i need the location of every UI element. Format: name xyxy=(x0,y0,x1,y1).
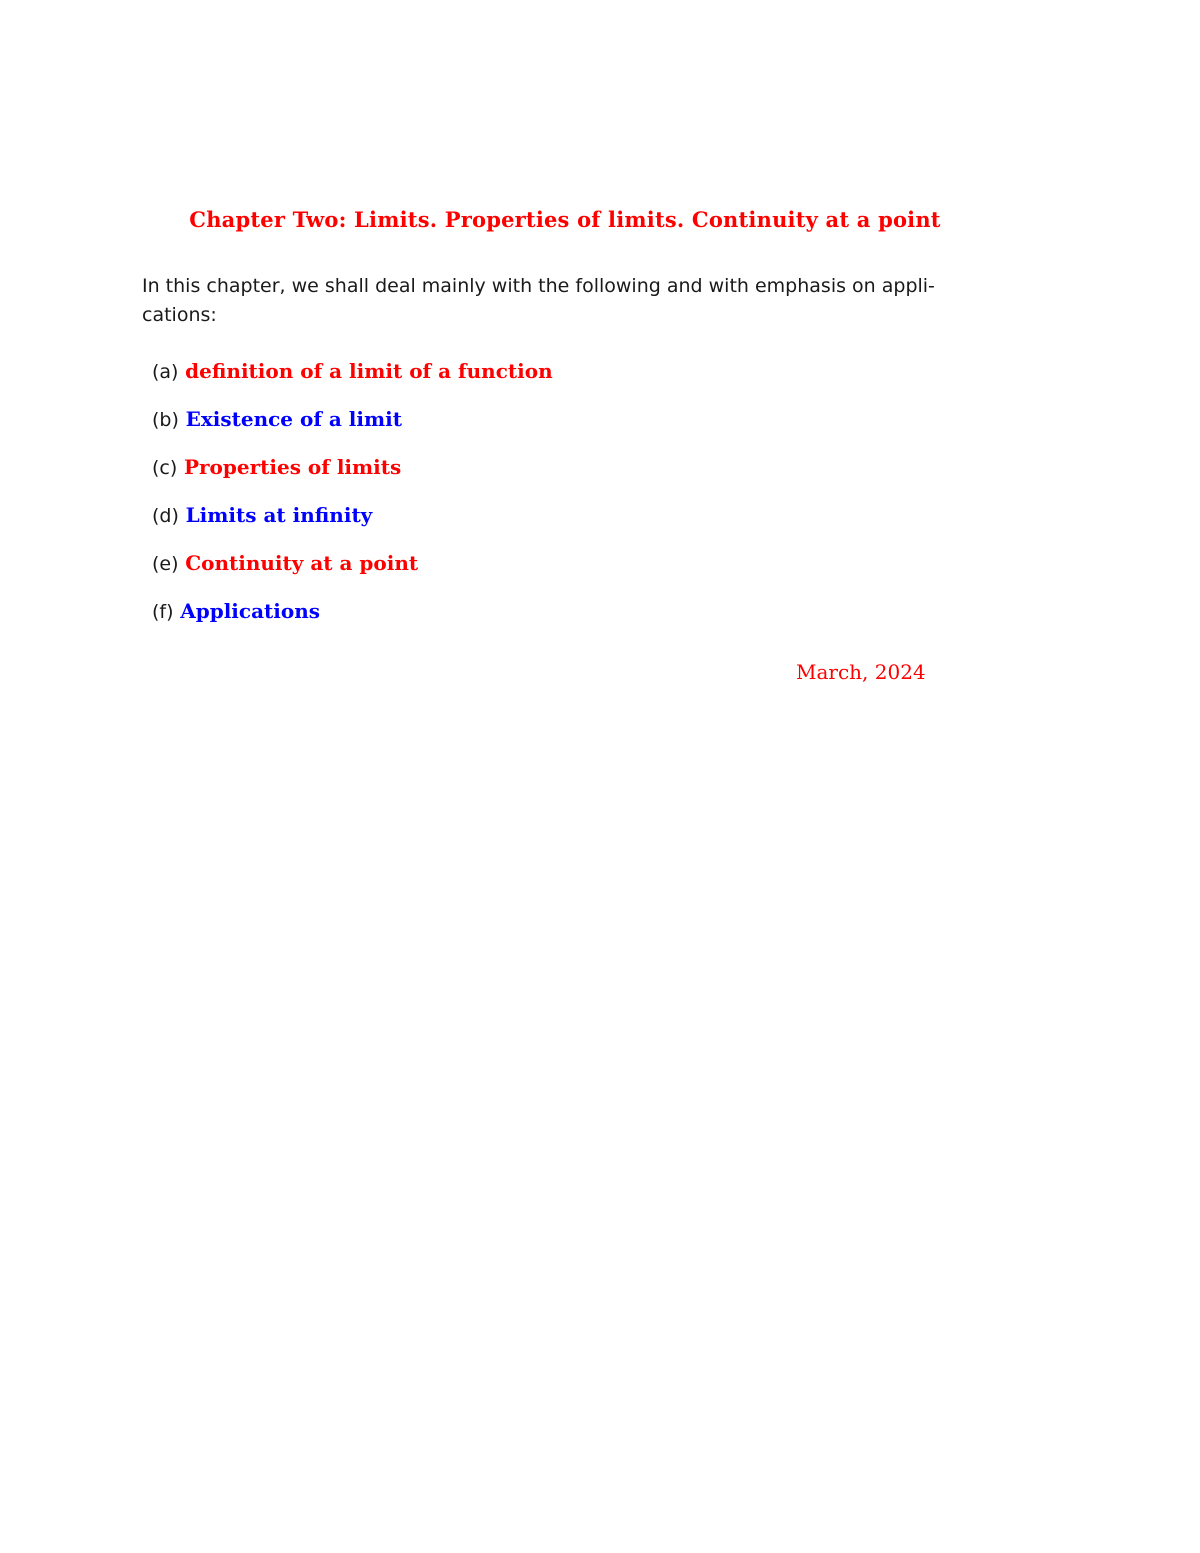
topic-list xyxy=(152,356,852,644)
topic-label: definition of a limit of a function xyxy=(185,359,553,383)
intro-line-2: cations: xyxy=(142,304,217,326)
list-item xyxy=(152,404,852,452)
list-item xyxy=(152,548,852,596)
chapter-title: Chapter Two: Limits. Properties of limits. Continuity at a point xyxy=(189,207,941,232)
list-item xyxy=(152,500,852,548)
list-marker: (f) xyxy=(152,601,174,623)
list-marker: (a) xyxy=(152,361,179,383)
list-item xyxy=(152,596,852,644)
list-item xyxy=(152,356,852,404)
list-marker: (d) xyxy=(152,505,179,527)
topic-label: Continuity at a point xyxy=(185,551,419,575)
list-marker: (b) xyxy=(152,409,179,431)
topic-label: Limits at infinity xyxy=(185,503,373,527)
list-item xyxy=(152,452,852,500)
intro-paragraph xyxy=(142,272,1002,330)
list-marker: (c) xyxy=(152,457,178,479)
list-marker: (e) xyxy=(152,553,179,575)
topic-label: Properties of limits xyxy=(183,455,402,479)
intro-line-1: In this chapter, we shall deal mainly with the following and with emphasis on appli- xyxy=(142,275,935,297)
topic-label: Existence of a limit xyxy=(185,407,402,431)
topic-label: Applications xyxy=(180,599,320,623)
document-date: March, 2024 xyxy=(796,660,926,684)
